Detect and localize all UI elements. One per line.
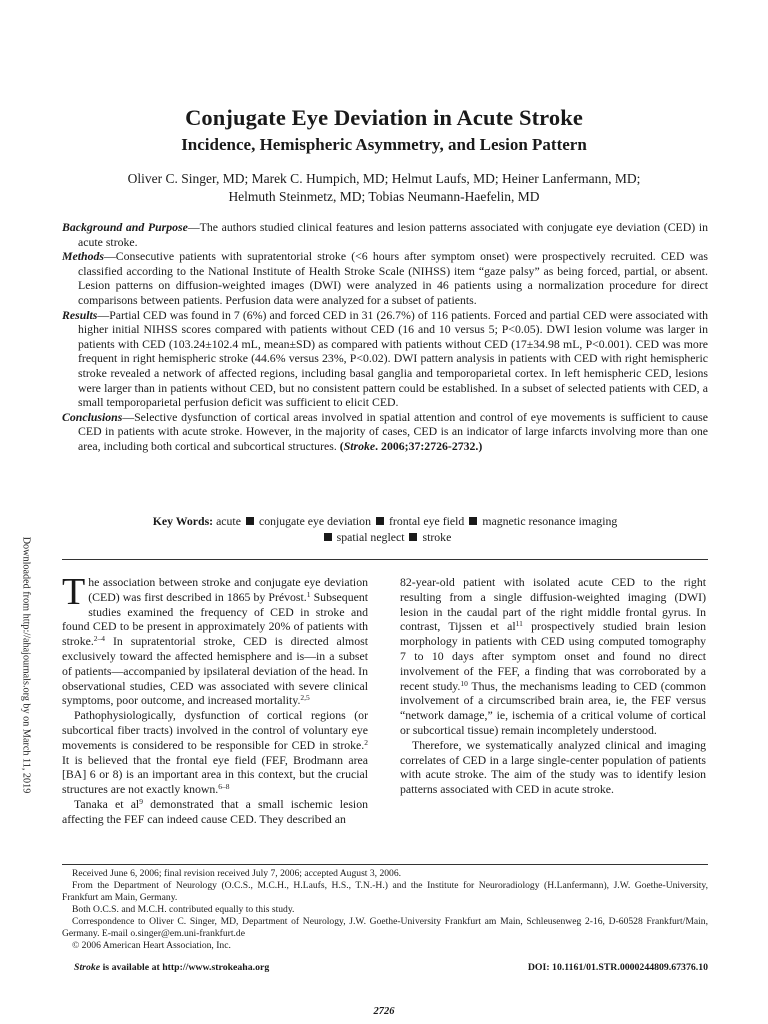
abstract-results-heading: Results [62,307,98,322]
footnotes [62,868,708,952]
reference-marker: 2–4 [93,634,106,644]
abstract-background [62,220,708,249]
body-paragraph: The association between stroke and conjugate eye deviation (CED) was first described in 1865 by Prévost.$^1$ Subsequent studies examined the frequency of CED in stroke and found CED to be present in approximately 20% of patients with stroke.$^{2-4}$ In supratentorial stroke, CED is directed almost exclusively toward the affected hemisphere and is—in a subset of patients—accompanied by ipsilateral deviation of the head. In observational studies, CED was associated with severe clinical symptoms, poor outcome, and increased mortality.$^{2,5}$ [62,571,368,708]
footnote-copyright: © 2006 American Heart Association, Inc. [72,940,231,951]
reference-marker: 2,5 [300,693,310,703]
key-words [62,513,708,545]
doi: DOI: 10.1161/01.STR.0000244809.67376.10 [527,962,708,973]
body-column-left [62,571,368,827]
abstract-conclusions-text: —Selective dysfunction of cortical areas involved in spatial attention and control of eye movements is sufficient to cause CED in patients with acute stroke. However, in the majority of cases, CED is an indicator of large infarcts involving more than one area, including both cortical and subcortical structures. [78,409,708,453]
paper-title: Conjugate Eye Deviation in Acute Stroke [185,105,583,130]
citation-journal: Stroke [343,438,376,453]
key-words-label: Key Words: [152,514,214,528]
key-words-line-1 [62,513,708,529]
footnote-received: Received June 6, 2006; final revision received July 7, 2006; accepted August 3, 2006. [72,868,402,879]
abstract [62,220,708,454]
reference-marker: 9 [139,796,143,806]
footnote-correspondence: Correspondence to Oliver C. Singer, MD, Department of Neurology, J.W. Goethe-University Frankfurt am Main, Schleusenweg 2-16, D-60528 Frankfurt/Main, Germany. E-mail o.singer@em.uni-frankfurt.de [62,916,708,939]
abstract-results-text: —Partial CED was found in 7 (6%) and forced CED in 31 (26.7%) of 116 patients. Forced and partial CED were associated with higher initial NIHSS scores compared with patients without CED (16 and 10 versus 5; P<0.05). DWI lesion volume was larger in patients with CED (103.24±102.4 mL, mean±SD) as compared with patients without CED (17±34.98 mL, P<0.001). CED was more frequent in right hemispheric stroke (44.6% versus 23%, P<0.02). DWI pattern analysis in patients with CED with right hemispheric stroke revealed a network of affected regions, including basal ganglia and temporoparietal cortex. In left hemispheric CED, lesions were larger than in patients without CED, but no consistent pattern could be established. In a subset of selected patients with CED, a small temporoparietal perfusion deficit was sufficient to elicit CED. [78,307,708,410]
author-list [0,170,768,206]
abstract-background-heading: Background and Purpose [62,220,188,234]
journal-availability: Stroke is available at http://www.strokeaha.org [74,962,270,973]
abstract-conclusions-heading: Conclusions [62,409,123,424]
reference-marker: 11 [515,619,523,629]
reference-marker: 10 [460,678,468,688]
authors-line-1: Oliver C. Singer, MD; Marek C. Humpich, MD; Helmut Laufs, MD; Heiner Lanfermann, MD; [127,171,641,186]
body-paragraph: 82-year-old patient with isolated acute CED to the right resulting from a single diffusion-weighted imaging (DWI) lesion in the caudal part of the right middle frontal gyrus. In contrast, Tijssen et $al^{11}$ prospectively studied brain lesion morphology in patients with CED using computed tomography 7 to 10 days after symptom onset and found no direct involvement of the FEF, a finding that was corroborated by a recent study.$^{10}$ Thus, the mechanisms leading to CED (common involvement of a circumscribed brain area, ie, the FEF versus “network damage,” ie, ischemia of a critical volume of cortical or subcortical tissue) remain incompletely understood. [400,575,706,737]
authors-line-2: Helmuth Steinmetz, MD; Tobias Neumann-Haefelin, MD [228,189,540,204]
keyword-item: frontal eye field [388,514,465,528]
reference-marker: 1 [306,589,311,599]
square-bullet-icon [469,517,477,525]
abstract-citation: (Stroke. 2006;37:2726-2732.) [336,438,483,453]
abstract-methods-text: —Consecutive patients with supratentorial stroke (<6 hours after symptom onset) were prospectively recruited. CED was classified according to the National Institute of Health Stroke Scale (NIHSS) item “gaze palsy” as being forced, partial, or absent. Lesion patterns on diffusion-weighted images (DWI) were analyzed in 46 patients using a normalization procedure for direct comparisons between patients. Perfusion data were analyzed for a subset of patients. [78,249,708,307]
footnote-contribution: Both O.C.S. and M.C.H. contributed equally to this study. [72,904,295,915]
drop-cap: T [62,571,86,613]
body-paragraph: Therefore, we systematically analyzed clinical and imaging correlates of CED in a large single-center population of patients with acute stroke. The aim of the study was to identify lesion patterns associated with CED in acute stroke. [400,737,706,797]
body-paragraph: Pathophysiologically, dysfunction of cortical regions (or subcortical fiber tracts) involved in the control of voluntary eye movements is considered to be responsible for CED in stroke.$^2$ It is believed that the frontal eye field (FEF, Brodmann area [BA] 6 or 8) is an important area in this context, but the crucial structures are not exactly known.$^{6-8}$ [62,708,368,797]
paper-subtitle: Incidence, Hemispheric Asymmetry, and Lesion Pattern [181,135,587,154]
body-column-right [400,575,706,797]
reference-marker: 2 [364,737,368,747]
keyword-item: spatial neglect [336,530,405,544]
section-divider [62,559,708,560]
abstract-conclusions [62,410,708,454]
download-watermark-text: Downloaded from http://ahajournals.org by on March 11, 2019 [20,536,32,794]
abstract-background-text: —The authors studied clinical features and lesion patterns associated with conjugate eye deviation (CED) in acute stroke. [78,220,708,249]
footer-journal-name: Stroke [74,962,101,973]
keyword-item: acute [216,514,241,528]
square-bullet-icon [324,533,332,541]
abstract-methods [62,249,708,307]
download-watermark [14,520,38,810]
square-bullet-icon [376,517,384,525]
abstract-methods-heading: Methods [62,249,104,264]
square-bullet-icon [409,533,417,541]
abstract-results [62,308,708,410]
page-number: 2726 [373,1006,395,1017]
keyword-item: stroke [422,530,452,544]
keyword-item: magnetic resonance imaging [482,514,618,528]
body-paragraph: Tanaka et $al^9$ demonstrated that a small ischemic lesion affecting the FEF can indeed cause CED. They described an [62,796,368,826]
key-words-line-2 [62,529,708,545]
keyword-item: conjugate eye deviation [258,514,371,528]
footnote-affiliation: From the Department of Neurology (O.C.S., M.C.H., H.Laufs, H.S., T.N.-H.) and the Institute for Neuroradiology (H.Lanfermann), J.W. Goethe-University, Frankfurt am Main, Germany. [62,880,708,903]
square-bullet-icon [246,517,254,525]
footnote-divider [62,864,708,865]
reference-marker: 6–8 [218,782,230,792]
